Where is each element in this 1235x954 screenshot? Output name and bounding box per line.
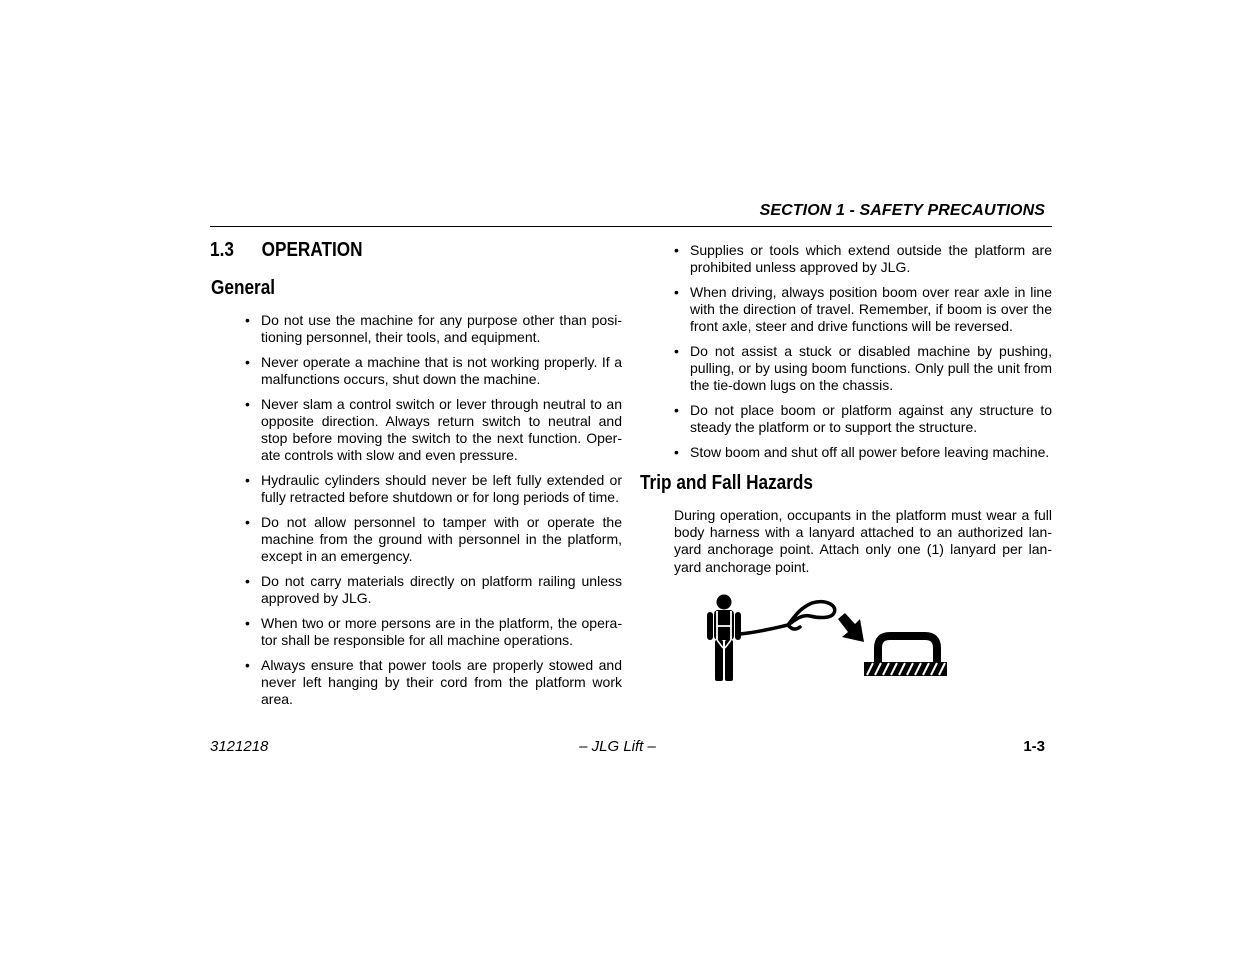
list-item: • Never operate a machine that is not working properly. If a malfunctions occurs, shut down the machine. (245, 354, 622, 388)
list-item: • Always ensure that power tools are properly stowed and never left hanging by their cord from the platform work area. (245, 657, 622, 709)
lanyard-icon (740, 602, 835, 634)
trip-fall-heading: Trip and Fall Hazards (640, 472, 814, 494)
general-continued-bullet-list (674, 242, 1052, 469)
harness-lanyard-anchorage-illustration (700, 590, 952, 684)
section-header: SECTION 1 - SAFETY PRECAUTIONS (759, 202, 1045, 219)
list-item: • Do not assist a stuck or disabled machine by pushing, pulling, or by using boom functions. Only pull the unit from the tie-down lugs on the chassis. (674, 343, 1052, 395)
list-item: • Do not carry materials directly on platform railing unless approved by JLG. (245, 573, 622, 607)
section-title (210, 239, 363, 262)
list-item: • When driving, always position boom over rear axle in line with the direction of travel. Remember, if boom is over the front axle, steer and drive functions will be reversed. (674, 284, 1052, 336)
section-title-text: OPERATION (261, 239, 363, 261)
trip-fall-paragraph: During operation, occupants in the platform must wear a full body harness with a lanyard attached to an authorized lan-yard anchorage point. Attach only one (1) lanyard per lan-yard anchorage point. (674, 507, 1052, 575)
list-item: • Do not place boom or platform against any structure to steady the platform or to support the structure. (674, 402, 1052, 436)
list-item: • Supplies or tools which extend outside the platform are prohibited unless approved by JLG. (674, 242, 1052, 276)
general-heading: General (211, 277, 276, 299)
footer-brand: – JLG Lift – (579, 738, 656, 755)
list-item: • Never slam a control switch or lever through neutral to an opposite direction. Always return switch to neutral and stop before moving the switch to the next function. Oper-ate controls with slow and even pressure. (245, 396, 622, 465)
page-number: 1-3 (1023, 738, 1045, 755)
person-icon (707, 595, 741, 682)
list-item: • Do not allow personnel to tamper with or operate the machine from the ground with personnel in the platform, except in an emergency. (245, 514, 622, 566)
list-item: • Stow boom and shut off all power before leaving machine. (674, 444, 1052, 461)
anchorage-icon (864, 636, 947, 676)
list-item: • Hydraulic cylinders should never be left fully extended or fully retracted before shutdown or for long periods of time. (245, 472, 622, 506)
list-item: • Do not use the machine for any purpose other than posi-tioning personnel, their tools, and equipment. (245, 312, 622, 346)
document-number: 3121218 (210, 738, 269, 755)
general-bullet-list (245, 312, 622, 716)
arrow-icon (838, 613, 864, 642)
section-number: 1.3 (210, 239, 234, 261)
header-rule (210, 226, 1052, 227)
list-item: • When two or more persons are in the platform, the opera-tor shall be responsible for all machine operations. (245, 615, 622, 649)
